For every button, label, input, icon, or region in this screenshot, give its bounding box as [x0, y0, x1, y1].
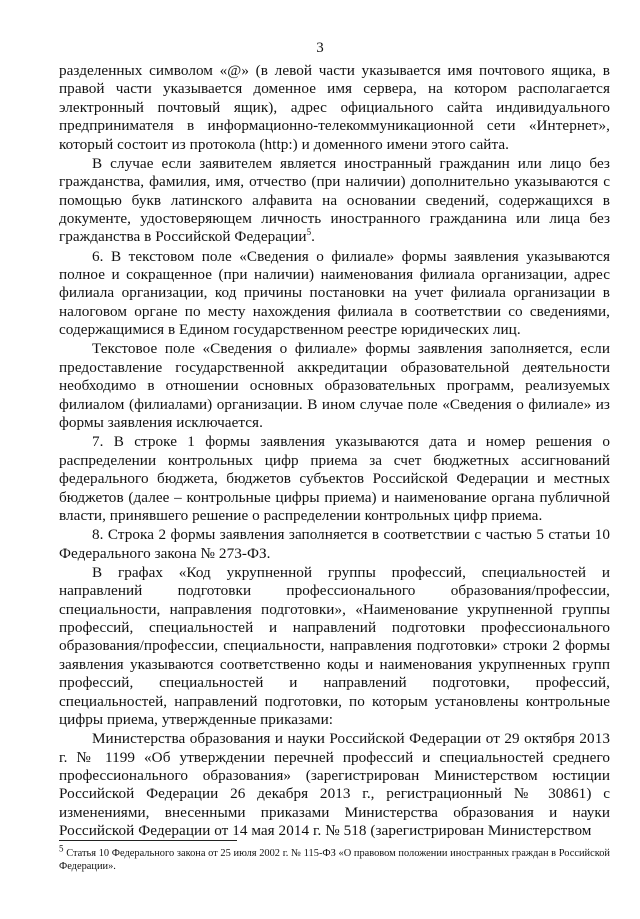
page-number: 3	[316, 40, 324, 56]
paragraph-email-format: разделенных символом «@» (в левой части указывается имя почтового ящика, в правой части указывается доменное имя сервера, на котором располагается электронный почтовый ящик), адрес официального сайта индивидуального предпринимателя в информационно-телекоммуникационной сети «Интернет», который состоит из протокола (http:) и доменного имени этого сайта.	[59, 62, 610, 153]
paragraph-foreign-citizen	[59, 155, 610, 247]
footnote-reference: 5	[306, 227, 312, 238]
footnote-text: Статья 10 Федерального закона от 25 июля 2002 г. № 115-ФЗ «О правовом положении иностранных граждан в Российской Федерации».	[59, 848, 610, 873]
paragraph-branch-field: Текстовое поле «Сведения о филиале» формы заявления заполняется, если предоставление государственной аккредитации образовательной деятельности необходимо в отношении основных образовательных программ, реализуемых филиалом (филиалами) организации. В ином случае поле «Сведения о филиале» из формы заявления исключается.	[59, 340, 610, 432]
paragraph-item-6: 6. В текстовом поле «Сведения о филиале» формы заявления указываются полное и сокращенное (при наличии) наименования филиала организации, адрес филиала организации, код причины постановки на учет филиала организации в налоговом органе по месту нахождения филиала в соответствии со сведениями, содержащимися в Едином государственном реестре юридических лиц.	[59, 247, 610, 339]
paragraph-foreign-citizen-end: .	[311, 228, 315, 246]
footnote-mark: 5	[59, 843, 64, 854]
paragraph-item-7: 7. В строке 1 формы заявления указываются дата и номер решения о распределении контрольных цифр приема за счет бюджетных ассигнований федерального бюджета, бюджетов субъектов Российской Федерации и местных бюджетов (далее – контрольные цифры приема) и наименование органа публичной власти, принявшего решение о распределении контрольных цифр приема.	[59, 433, 610, 524]
footnote-separator	[59, 840, 237, 841]
footnote	[59, 843, 610, 873]
paragraph-columns: В графах «Код укрупненной группы профессий, специальностей и направлений подготовки профессионального образования/профессии, специальности, направления подготовки», «Наименование укрупненной группы профессий, специальностей и направлений подготовки профессионального образования/профессии, специальности, направления подготовки» строки 2 формы заявления указываются соответственно коды и наименования укрупненных групп профессий, специальностей и направлений подготовки, профессий, специальностей, направлений подготовки, по которым установлены контрольные цифры приема, утвержденные приказами:	[59, 563, 610, 728]
paragraph-foreign-citizen-text: В случае если заявителем является иностранный гражданин или лицо без гражданства, фамилия, имя, отчество (при наличии) дополнительно указываются с помощью букв латинского алфавита на основании сведений, содержащихся в документе, удостоверяющем личность иностранного гражданина или лица без гражданства в Российской Федерации	[59, 154, 610, 246]
document-body	[59, 62, 610, 841]
paragraph-ministry-order: Министерства образования и науки Российской Федерации от 29 октября 2013 г. № 1199 «Об утверждении перечней профессий и специальностей среднего профессионального образования» (зарегистрирован Министерством юстиции Российской Федерации 26 декабря 2013 г., регистрационный № 30861) с изменениями, внесенными приказами Министерства образования и науки Российской Федерации от 14 мая 2014 г. № 518 (зарегистрирован Министерством	[59, 730, 610, 840]
paragraph-item-8: 8. Строка 2 формы заявления заполняется в соответствии с частью 5 статьи 10 Федерального закона № 273-ФЗ.	[59, 526, 610, 562]
